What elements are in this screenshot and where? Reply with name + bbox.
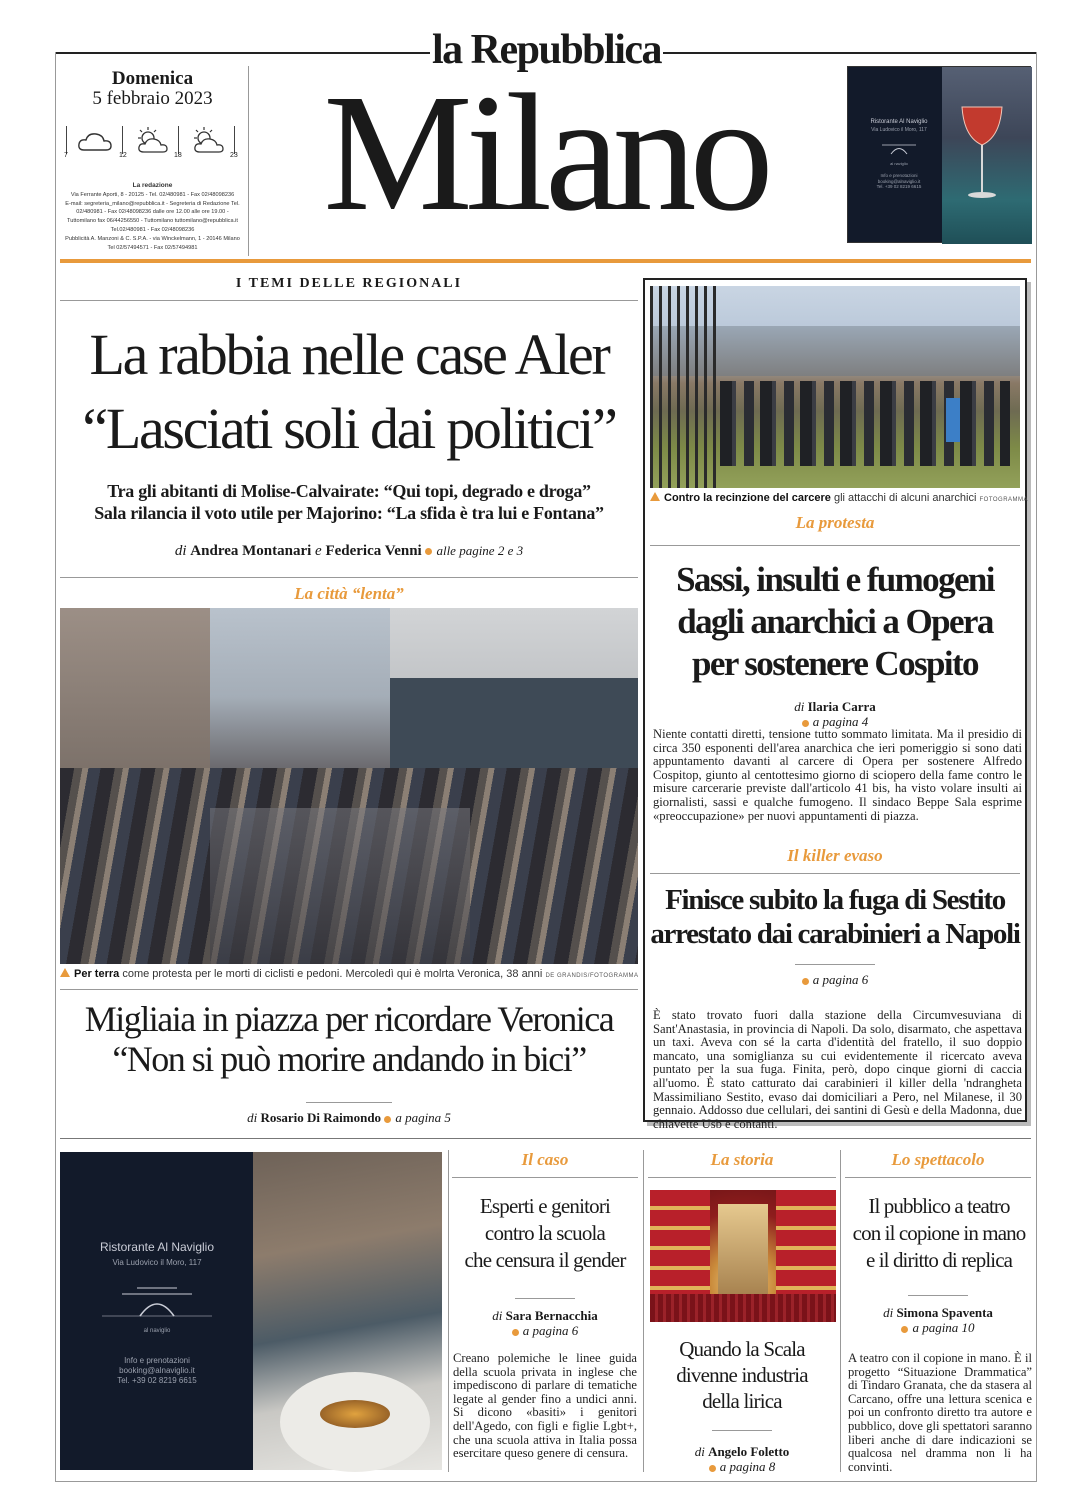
bullet-icon [901,1326,908,1333]
sestito-headline-2: arrestato dai carabinieri a Napoli [650,918,1020,950]
sestito-page-link[interactable]: a pagina 6 [812,972,869,987]
sestito-byline [650,972,1020,988]
lead-byline-and: e [315,543,322,559]
bridge-logo-icon [882,141,916,155]
anarchici-page-link[interactable]: a pagina 4 [812,714,869,729]
ad-large-info [72,1356,242,1386]
bullet-icon [425,548,432,555]
caso-headline-3: che censura il gender [464,1248,626,1272]
lead-subhead-1: Tra gli abitanti di Molise-Calvairate: “Qui topi, degrado e droga” [107,481,591,501]
edition-title: Milano [323,60,767,246]
redazione-line: 02/480981 - Fax 02/48098236 dalle ore 12.00 alle ore 19.00 - [76,209,229,216]
ad-small-name: Ristorante Al Naviglio [870,119,928,125]
section-label: I TEMI DELLE REGIONALI [235,276,463,291]
spettacolo-rule [845,1177,1031,1178]
storia-byline-prefix: di [694,1444,705,1459]
redazione-title: La redazione [132,182,173,189]
anarchici-headline-2: dagli anarchici a Opera [677,602,993,641]
bullet-icon [709,1465,716,1472]
redazione-line: Via Ferrante Aporti, 8 - 20125 - Tel. 02/480981 - Fax 02/48098236 [70,191,235,198]
weather-bar [234,126,235,154]
photo-stage [718,1204,768,1294]
anarchici-byline-prefix: di [794,699,805,714]
caso-headline-2: contro la scuola [484,1221,606,1245]
ad-small[interactable] [847,66,1031,243]
storia-rule [648,1177,836,1178]
storia-headline [646,1336,838,1414]
weather-strip [62,122,247,162]
anarchici-body: Niente contatti diretti, tensione tutto sommato limitata. Ma il presidio di circa 350 esponenti dell'area anarchica che ieri pomeriggio si sono dati appuntamento davanti al carcere di Opera per sostenere Alfredo Cospitop, giunto al centottesimo giorno di sciopero della fame contro le misure carcerarie previste dall'articolo 41 bis, ha visto volare insulti ai giornalisti, sassi e qualche fumogeno. Il sindaco Beppe Sala esprime «preoccupazione» per nuovi appuntamenti di piazza. [653,727,1022,823]
bullet-icon [512,1329,519,1336]
anarchici-photo-credit: FOTOGRAMMA [979,497,1029,503]
bullet-icon [802,720,809,727]
veronica-byline [58,1110,640,1126]
caso-headline [450,1193,640,1274]
cloud-icon [76,130,114,154]
bottom-separator [60,1138,1031,1139]
anarchici-author: Ilaria Carra [807,699,876,714]
veronica-author: Rosario Di Raimondo [260,1110,382,1125]
redazione-box [60,182,245,252]
bridge-logo-icon [102,1282,212,1322]
lead-headline-2: “Lasciati soli dai politici” [82,396,616,461]
date-full: 5 febbraio 2023 [92,88,213,109]
photo-road [210,808,470,964]
veronica-headline-2: “Non si può morire andando in bici” [112,1039,586,1079]
ad-small-info1: Info e prenotazioni [880,173,918,178]
ad-large-address: Via Ludovico il Moro, 117 [112,1258,202,1267]
redazione-line: Tuttomilano fax 06/44256550 - Tuttomilano tuttomilano@repubblica.it [67,218,238,225]
spettacolo-headline [843,1193,1035,1274]
caso-short-rule [515,1298,575,1299]
veronica-caption-text: come protesta per le morti di ciclisti e pedoni. Mercoledì qui è molrta Veronica, 38 anni [119,968,543,980]
spettacolo-short-rule [908,1295,968,1296]
frame-right [1036,52,1037,1482]
redazione-line: Tel 02/57494571 - Fax 02/57494981 [107,244,198,251]
ad-large-tag: al naviglio [143,1328,171,1334]
photo-fence [650,286,720,488]
spettacolo-page-link[interactable]: a pagina 10 [912,1320,975,1335]
col-divider [840,1150,841,1472]
weather-temp: 23 [230,152,238,159]
anarchici-kicker: La protesta [795,513,875,532]
sestito-short-rule [795,964,875,965]
anarchici-caption [650,492,1029,504]
storia-headline-2: divenne industria [676,1363,808,1387]
ad-large-info1: Info e prenotazioni [124,1356,190,1365]
storia-page-link[interactable]: a pagina 8 [719,1459,776,1474]
bullet-icon [802,978,809,985]
storia-photo [650,1190,836,1322]
caso-body: Creano polemiche le linee guida della scuola privata in inglese che impediscono di parlare di tematiche legate al gender fino a undici anni. Si dicono «basiti» i genitori dell'Agedo, con figli e figlie Lgbt+, che una scuola attiva in Italia possa esercitare queso genere di censura. [453,1351,637,1461]
veronica-caption-bold: Per terra [74,968,120,980]
veronica-rule [60,989,638,990]
ad-large-name: Ristorante Al Naviglio [99,1240,215,1254]
spettacolo-body: A teatro con il copione in mano. È il progetto “Situazione Drammatica” di Tindaro Granata, che da stasera al Carcano, offre una lettura scenica e poi un confronto diretto tra autore e pubblico, dove gli spettatori saranno liberi anche di dare indicazioni se qualcosa nel dramma non li ha convinti. [848,1351,1032,1474]
redazione-line: Pubblicità A. Manzoni & C. S.P.A. - via Winckelmann, 1 - 20146 Milano [65,235,240,242]
weather-bar [178,126,179,154]
spettacolo-byline-prefix: di [883,1305,894,1320]
col-divider [643,1150,644,1472]
anarchici-photo [650,286,1020,488]
ad-small-info2: booking@alnaviglio.it [877,178,921,184]
veronica-page-link[interactable]: a pagina 5 [395,1110,451,1125]
lead-headline-1: La rabbia nelle case Aler [89,322,609,387]
lead-pages-link[interactable]: alle pagine 2 e 3 [436,543,524,558]
storia-headline-3: della lirica [702,1389,782,1413]
bullet-icon [384,1116,391,1123]
weather-bar [122,126,123,154]
brand-logo: la Repubblica [431,27,662,73]
lead-author-2: Federica Venni [325,543,422,559]
masthead-rule-right [663,52,1037,54]
storia-author: Angelo Foletto [708,1444,790,1459]
redazione-line: Tel.02/480981 - Fax 02/48098236 [110,226,195,233]
spettacolo-headline-2: con il copione in mano [852,1221,1026,1245]
ad-small-info [854,173,944,190]
sestito-rule [650,873,1020,874]
lead-author-1: Andrea Montanari [190,543,312,559]
anarchici-byline [650,699,1020,729]
lead-byline-prefix: di [174,543,187,559]
sun-cloud-icon [132,126,172,156]
date-divider [248,66,249,256]
photo-storefront [390,678,638,768]
spettacolo-kicker: Lo spettacolo [891,1150,985,1169]
spettacolo-byline [845,1305,1031,1335]
caso-byline-prefix: di [492,1308,503,1323]
date-weekday: Domenica [111,68,194,89]
sestito-kicker: Il killer evaso [787,846,883,865]
storia-kicker: La storia [710,1150,774,1169]
sestito-headline-1: Finisce subito la fuga di Sestito [665,884,1005,916]
ad-large-food [320,1400,390,1428]
caso-kicker: Il caso [521,1150,569,1169]
anarchici-headline-1: Sassi, insulti e fumogeni [676,560,994,599]
photo-stalls [650,1294,836,1322]
cocktail-glass-icon [956,97,1008,207]
page-bottom-rule [55,1481,1037,1482]
anarchici-headline-3: per sostenere Cospito [692,644,978,683]
veronica-photo-credit: DE GRANDIS/FOTOGRAMMA [545,973,639,979]
anarchici-rule [650,545,1020,546]
anarchici-caption-text: gli attacchi di alcuni anarchici [830,492,977,504]
spettacolo-author: Simona Spaventa [896,1305,993,1320]
caso-headline-1: Esperti e genitori [479,1194,611,1218]
weather-temp: 12 [119,152,127,159]
ad-large[interactable] [60,1152,442,1470]
ad-small-tag: al naviglio [890,161,908,166]
col-divider [448,1150,449,1472]
ad-small-address: Via Ludovico il Moro, 117 [871,127,927,133]
lead-rule [60,577,638,578]
section-rule [60,300,638,301]
storia-short-rule [712,1430,772,1431]
header-orange-rule [60,259,1031,263]
lead-byline [58,543,640,560]
veronica-kicker: La città “lenta” [294,584,404,603]
veronica-byline-prefix: di [247,1110,258,1125]
veronica-caption [60,968,638,980]
ad-large-info3: Tel. +39 02 8219 6615 [117,1376,197,1385]
masthead-rule-left [55,52,430,54]
weather-temp: 7 [64,152,68,159]
sun-cloud-icon [188,126,228,156]
frame-left [55,52,56,1482]
anarchici-caption-bold: Contro la recinzione del carcere [664,492,831,504]
triangle-icon [650,492,660,501]
caso-byline [452,1308,638,1338]
weather-bar [66,126,67,154]
triangle-icon [60,968,70,977]
photo-person-blue [946,398,960,442]
storia-byline [648,1444,836,1474]
storia-headline-1: Quando la Scala [679,1337,805,1361]
lead-subhead-2: Sala rilancia il voto utile per Majorino: “La sfida è tra lui e Fontana” [94,503,604,523]
caso-author: Sara Bernacchia [505,1308,598,1323]
veronica-short-rule [306,1102,392,1103]
caso-rule [452,1177,638,1178]
spettacolo-headline-1: Il pubblico a teatro [868,1194,1010,1218]
spettacolo-headline-3: e il diritto di replica [865,1248,1013,1272]
weather-temp: 18 [174,152,182,159]
redazione-line: E-mail: segreteria_milano@repubblica.it - Segreteria di Redazione Tel. [65,200,240,207]
veronica-photo [60,608,638,964]
sestito-body: È stato trovato fuori dalla stazione della Circumvesuviana di Sant'Anastasia, in provincia di Napoli. Da solo, disarmato, che aspettava un taxi. Aveva con sé la carta d'identità del fratello, il suo doppio mancato, una somiglianza su cui evidentemente il ricercato aveva puntato per la sua fuga. Finita, però, dopo cinque giorni di caccia all'uomo. È stato catturato dai carabinieri il killer della 'ndrangheta Massimiliano Sestito, evaso dai domiciliari a Pero, nel Milanese, il 30 gennaio. Addosso due cellulari, dei santini di Gesù e della Madonna, due chiavette Usb e contanti. [653,1008,1022,1131]
caso-page-link[interactable]: a pagina 6 [522,1323,579,1338]
photo-people [720,381,1010,466]
ad-large-info2: booking@alnaviglio.it [119,1366,195,1375]
ad-small-info3: Tel. +39 02 8219 6615 [876,184,922,189]
veronica-headline-1: Migliaia in piazza per ricordare Veronica [84,999,614,1039]
